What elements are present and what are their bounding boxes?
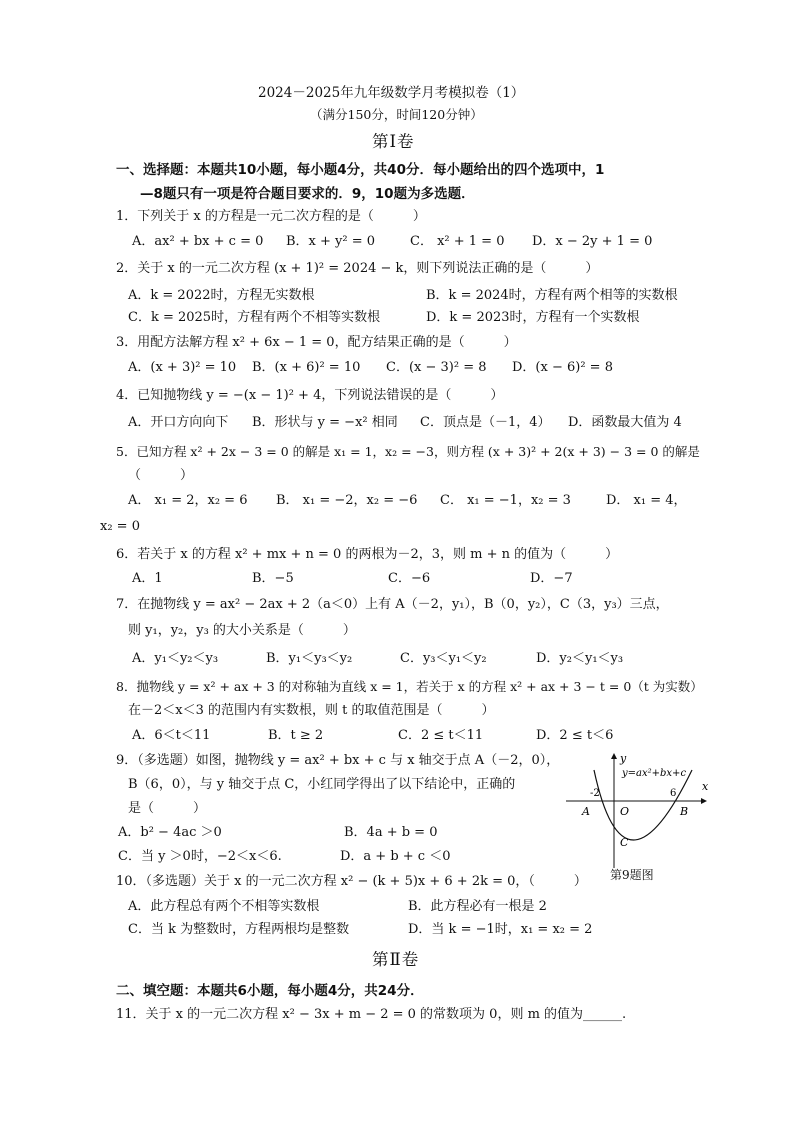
q5-option-d-cont: x₂ = 0	[100, 519, 140, 534]
q5-option-c: C． x₁ = −1，x₂ = 3	[440, 493, 571, 508]
q4-option-b: B．形状与 y = −x² 相同	[252, 415, 398, 430]
parabola-curve	[594, 770, 692, 840]
q4-option-c: C．顶点是（－1，4）	[420, 415, 551, 430]
exam-subtitle: （满分150分，时间120分钟）	[310, 107, 483, 122]
q9-option-c: C．当 y ＞0时，−2＜x＜6.	[118, 849, 282, 864]
section-1-heading: 一、选择题：本题共10小题，每小题4分，共40分．每小题给出的四个选项中，1	[116, 162, 605, 178]
q5-answer-paren: （ ）	[128, 468, 194, 483]
q1-stem: 1．下列关于 x 的方程是一元二次方程的是（ ）	[116, 209, 426, 224]
q1-option-c: C． x² + 1 = 0	[410, 234, 505, 249]
q8-stem-line1: 8．抛物线 y = x² + ax + 3 的对称轴为直线 x = 1，若关于 x 的方程 x² + ax + 3 − t = 0（t 为实数）	[116, 679, 703, 694]
q5-option-a: A． x₁ = 2，x₂ = 6	[128, 493, 248, 508]
q6-option-d: D．−7	[530, 571, 573, 586]
q1-option-d: D．x − 2y + 1 = 0	[532, 234, 653, 249]
q1-option-b: B．x + y² = 0	[286, 234, 376, 249]
q10-option-b: B．此方程必有一根是 2	[408, 899, 547, 914]
fig-label-x: x	[702, 780, 709, 793]
q5-option-d: D． x₁ = 4，	[606, 493, 687, 508]
q7-option-c: C．y₃＜y₁＜y₂	[400, 651, 487, 666]
q6-option-a: A．1	[132, 571, 163, 586]
fig-label-O: O	[620, 805, 630, 818]
q7-stem-line2: 则 y₁，y₂，y₃ 的大小关系是（ ）	[128, 623, 356, 638]
q2-option-a: A．k = 2022时，方程无实数根	[128, 288, 315, 303]
q3-option-b: B．(x + 6)² = 10	[252, 360, 361, 375]
section-2-heading: 二、填空题：本题共6小题，每小题4分，共24分．	[116, 983, 424, 999]
fig-label-equation: y=ax²+bx+c	[622, 768, 687, 779]
q11-stem: 11．关于 x 的一元二次方程 x² − 3x + m − 2 = 0 的常数项为 0，则 m 的值为______.	[116, 1007, 627, 1022]
q9-stem-line1: 9．（多选题）如图，抛物线 y = ax² + bx + c 与 x 轴交于点 A（－2，0），	[116, 753, 560, 768]
q9-option-d: D．a + b + c ＜0	[340, 849, 451, 864]
q8-stem-line2: 在－2＜x＜3 的范围内有实数根，则 t 的取值范围是（ ）	[128, 703, 495, 718]
q4-stem: 4．已知抛物线 y = −(x − 1)² + 4，下列说法错误的是（ ）	[116, 388, 504, 403]
q2-option-b: B．k = 2024时，方程有两个相等的实数根	[426, 288, 678, 303]
q1-option-a: A．ax² + bx + c = 0	[132, 234, 264, 249]
q9-option-b: B．4a + b = 0	[344, 825, 438, 840]
q8-option-b: B．t ≥ 2	[268, 728, 324, 743]
q3-option-c: C．(x − 3)² = 8	[386, 360, 487, 375]
q8-option-c: C．2 ≤ t＜11	[398, 728, 484, 743]
q5-stem: 5．已知方程 x² + 2x − 3 = 0 的解是 x₁ = 1，x₂ = −3，则方程 (x + 3)² + 2(x + 3) − 3 = 0 的解是	[116, 444, 700, 459]
fig-label-B: B	[680, 805, 689, 818]
q7-option-b: B．y₁＜y₃＜y₂	[266, 651, 353, 666]
q4-option-a: A．开口方向向下	[128, 415, 229, 430]
q9-stem-line3: 是（ ）	[128, 801, 207, 816]
q3-option-d: D．(x − 6)² = 8	[512, 360, 613, 375]
fig-label-A: A	[582, 805, 590, 818]
q3-stem: 3．用配方法解方程 x² + 6x − 1 = 0，配方结果正确的是（ ）	[116, 335, 517, 350]
q6-stem: 6．若关于 x 的方程 x² + mx + n = 0 的两根为－2，3，则 m + n 的值为（ ）	[116, 547, 619, 562]
q10-option-c: C．当 k 为整数时，方程两根均是整数	[128, 922, 350, 937]
q7-stem-line1: 7．在抛物线 y = ax² − 2ax + 2（a＜0）上有 A（－2，y₁），B（0，y₂），C（3，y₃）三点，	[116, 597, 669, 612]
q4-option-d: D．函数最大值为 4	[568, 415, 682, 430]
fig-label-neg2: -2	[590, 788, 600, 799]
q10-option-d: D．当 k = −1时，x₁ = x₂ = 2	[408, 922, 593, 937]
q8-option-a: A．6＜t＜11	[132, 728, 211, 743]
q2-option-c: C．k = 2025时，方程有两个不相等实数根	[128, 310, 381, 325]
q6-option-c: C．−6	[388, 571, 431, 586]
q7-option-a: A．y₁＜y₂＜y₃	[132, 651, 219, 666]
fig-label-6: 6	[670, 788, 677, 799]
q2-stem: 2．关于 x 的一元二次方程 (x + 1)² = 2024 − k，则下列说法正确的是（ ）	[116, 261, 599, 276]
fig-label-y: y	[620, 752, 627, 765]
q10-option-a: A．此方程总有两个不相等实数根	[128, 899, 320, 914]
q2-option-d: D．k = 2023时，方程有一个实数根	[426, 310, 640, 325]
q9-parabola-figure	[560, 750, 720, 880]
q6-option-b: B．−5	[252, 571, 294, 586]
fig-label-C: C	[620, 836, 629, 849]
section-1-heading-line2: —8题只有一项是符合题目要求的．9，10题为多选题．	[140, 186, 475, 202]
q9-figure-caption: 第9题图	[610, 868, 654, 882]
volume-1-heading: 第Ⅰ卷	[372, 132, 415, 151]
q8-option-d: D．2 ≤ t＜6	[536, 728, 614, 743]
q10-stem: 10．（多选题）关于 x 的一元二次方程 x² − (k + 5)x + 6 + 2k = 0，（ ）	[116, 874, 587, 889]
q9-stem-line2: B（6，0），与 y 轴交于点 C，小红同学得出了以下结论中，正确的	[128, 777, 516, 792]
q9-option-a: A．b² − 4ac ＞0	[118, 825, 222, 840]
exam-title: 2024－2025年九年级数学月考模拟卷（1）	[258, 85, 525, 101]
q5-option-b: B． x₁ = −2，x₂ = −6	[276, 493, 418, 508]
q7-option-d: D．y₂＜y₁＜y₃	[536, 651, 624, 666]
q3-option-a: A．(x + 3)² = 10	[128, 360, 237, 375]
volume-2-heading: 第Ⅱ卷	[372, 950, 420, 969]
